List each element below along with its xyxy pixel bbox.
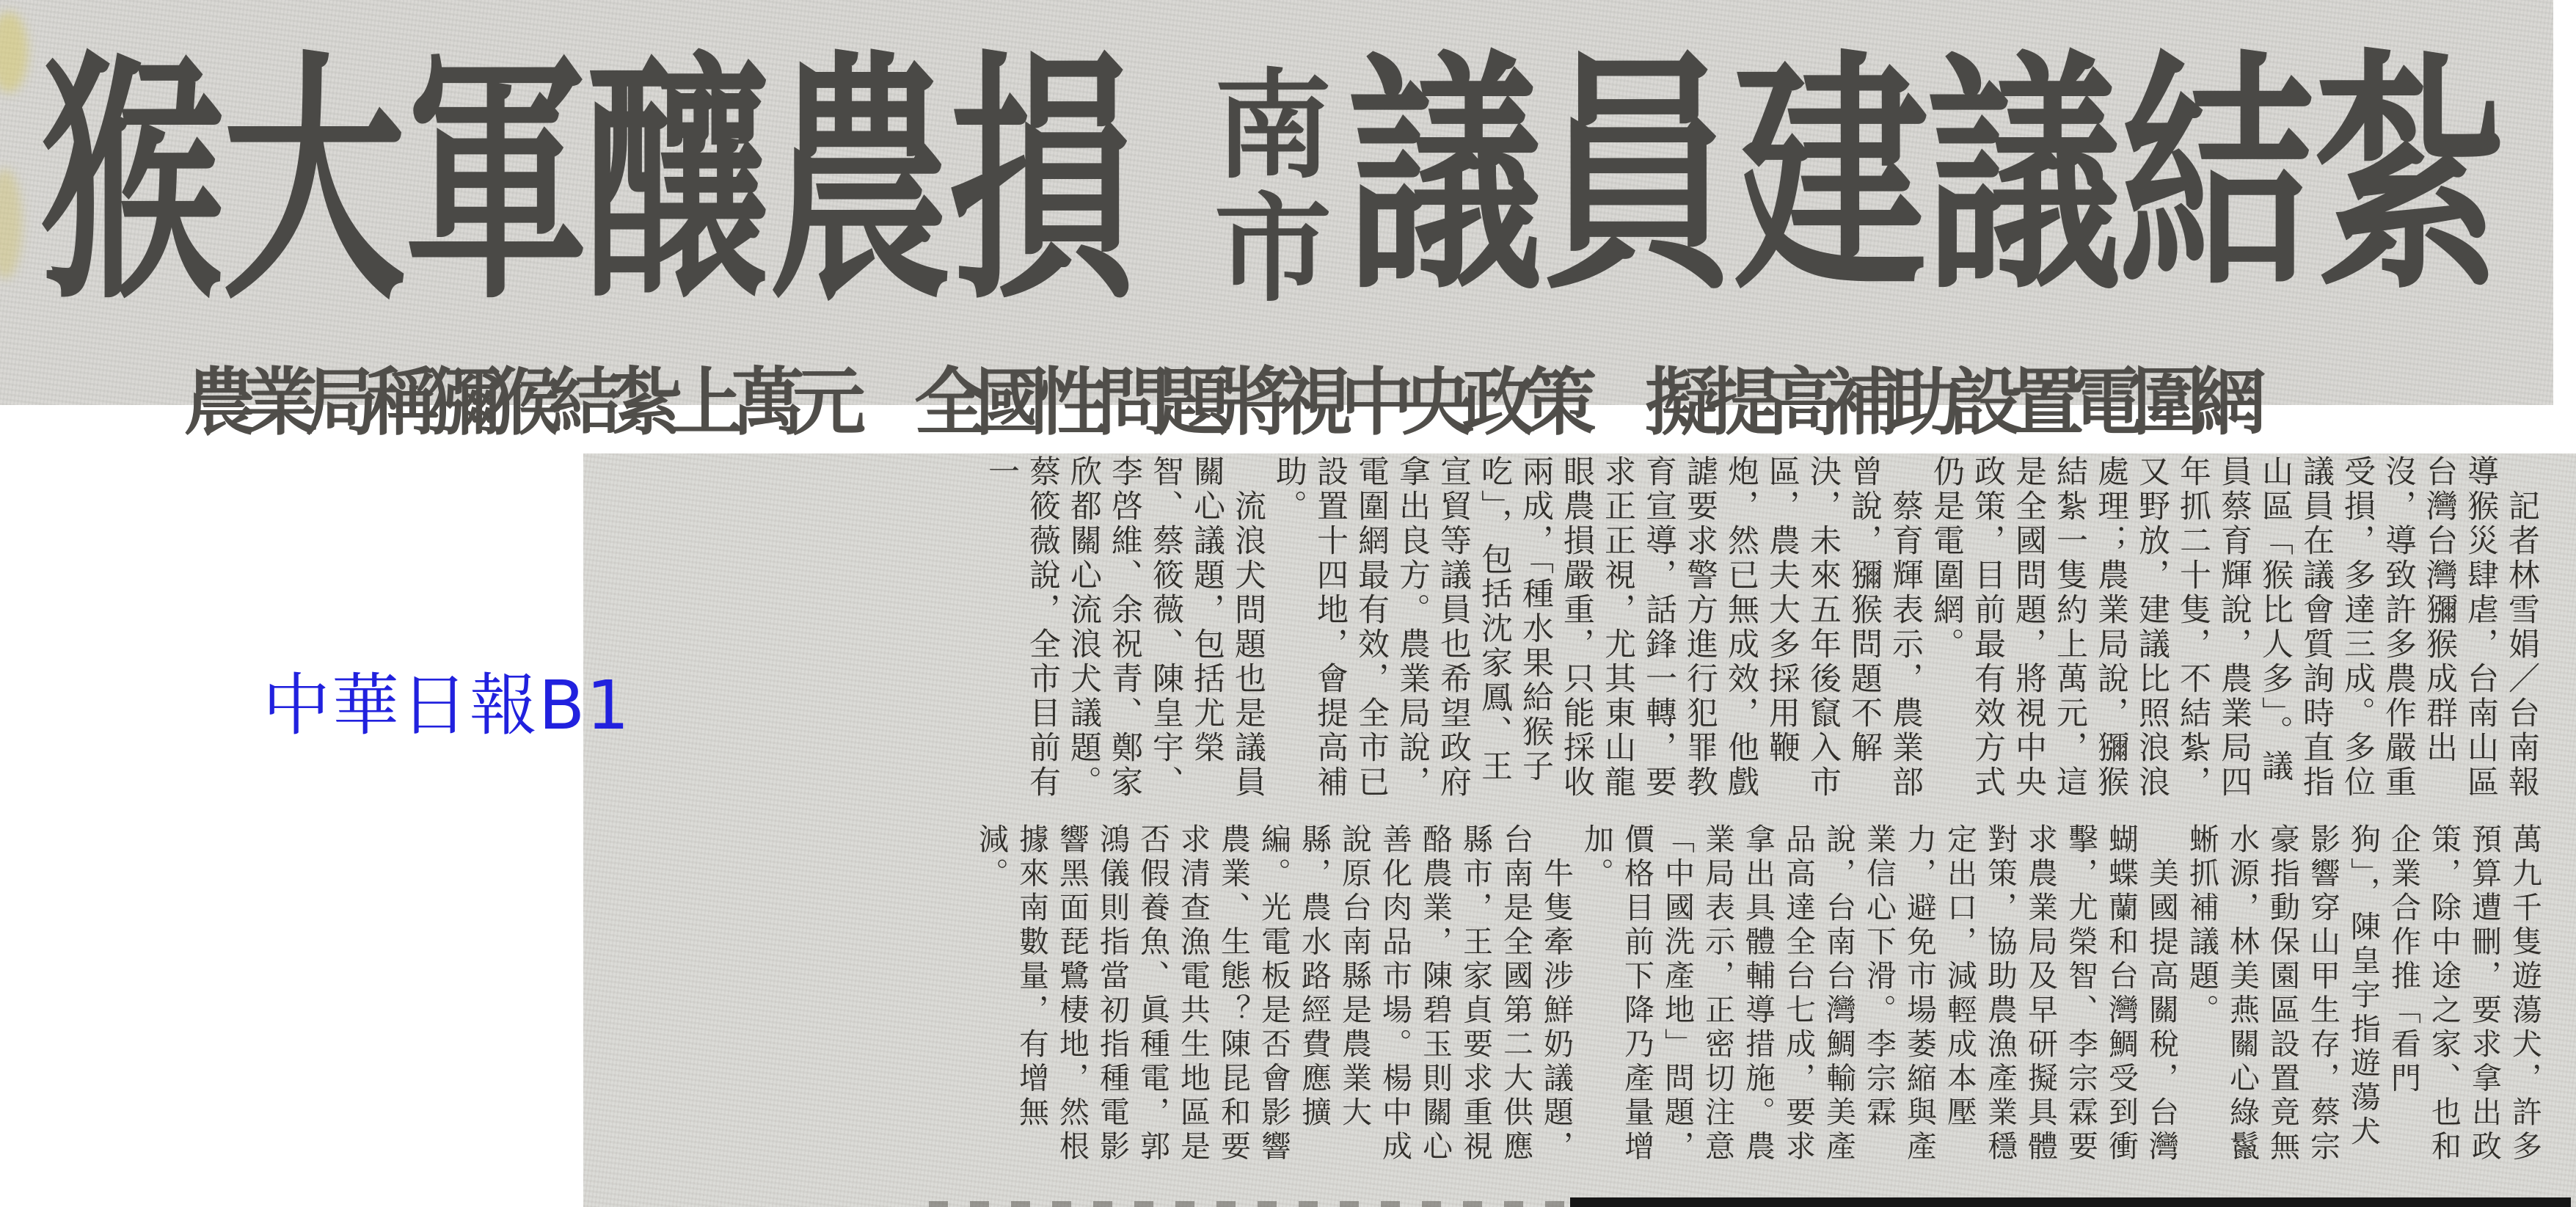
scan-smudge [0, 169, 22, 279]
next-clipping-edge-bar [1570, 1197, 2571, 1207]
article-lower-band [974, 823, 2544, 1166]
headline-part2: 議員建議結紮 [1348, 30, 2506, 324]
scan-smudge [0, 12, 28, 92]
article-paragraph: 蔡育輝表示，農業部曾說，獼猴問題不解決，未來五年後竄入市區，農夫大多採用鞭炮，然已無成效，他戲謔要求警方進行犯罪教育宣導，話鋒一轉，要求正正視，尤其東山龍眼農損嚴重，只能採收兩成，「種水果給猴子吃」，包括沈家鳳、王宣貿等議員也希望政府拿出良方。農業局說，電圍網最有效，全市已設置十四地，會提高補助。 [1271, 455, 1924, 800]
article-paragraph: 記者林雪娟／台南報導猴災肆虐，台南山區台灣台灣獼猴成群出沒，導致許多農作嚴重受損，多達三成。多位議員在議會質詢時直指山區「猴比人多」。議員蔡育輝說，農業局四年抓二十隻，不結紮，又野放，建議比照浪浪處理；農業局說，獼猴結紮一隻約上萬元，這是全國問題，將視中央政策，目前最有效方式仍是電圍網。 [1928, 455, 2540, 800]
next-row-fragment-strip [929, 1201, 1570, 1207]
article-paragraph: 流浪犬問題也是議員關心議題，包括尤榮智、蔡筱薇、陳皇宇、李啓維、余祝青、鄭家欣都關心流浪犬議題。蔡筱薇說，全市目前有一 [983, 455, 1266, 800]
headline-stacked-char-bottom: 市 [1214, 180, 1332, 318]
headline-stacked-char-top: 南 [1214, 57, 1332, 194]
headline-stacked-prefix [1214, 57, 1332, 318]
article-paragraph: 牛隻牽涉鮮奶議題，台南是全國第二大供應縣市，王家貞要求重視酪農業，陳碧玉則關心善化肉品市場。楊中成說原台南縣是農業大縣，農水路經費應擴編。光電板是否會影響農業、生態？陳昆和要求清查漁電共生地區是否假養魚、眞種電，郭鴻儀則指當初指種電影響黑面琵鷺棲地，然根據來南數量，有增無減。 [974, 823, 1574, 1164]
headline [40, 29, 2506, 335]
page-source-label: 中華日報B1 [263, 666, 631, 745]
headline-part1: 猴大軍釀農損 [40, 29, 1132, 335]
article-upper-band [983, 455, 2542, 801]
article-paragraph: 萬九千隻遊蕩犬，許多預算遭刪，要求拿出政策，除中途之家、也和企業合作推「看門狗」，陳皇宇指遊蕩犬影響穿山甲生存，蔡宗豪指動保園區設置竟無水源，林美燕關心綠鬣蜥抓補議題。 [2184, 823, 2542, 1164]
article-paragraph: 美國提高關稅，台灣蝴蝶蘭和台灣鯛受到衝擊，尤榮智、李宗霖要求農業局及早研擬具體對策，協助農漁產業穩定出口，減輕成本壓力，避免市場萎縮與產業信心下滑。李宗霖說，台南台灣鯛輸美產品高達全台七成，要求拿出具體輔導措施。農業局表示，正密切注意「中國洗產地」問題，價格目前下降乃產量增加。 [1579, 823, 2179, 1164]
subheadline: 農業局稱獼猴結紮上萬元 全國性問題將視中央政策 擬提高補助設置電圍網 [183, 359, 2254, 445]
